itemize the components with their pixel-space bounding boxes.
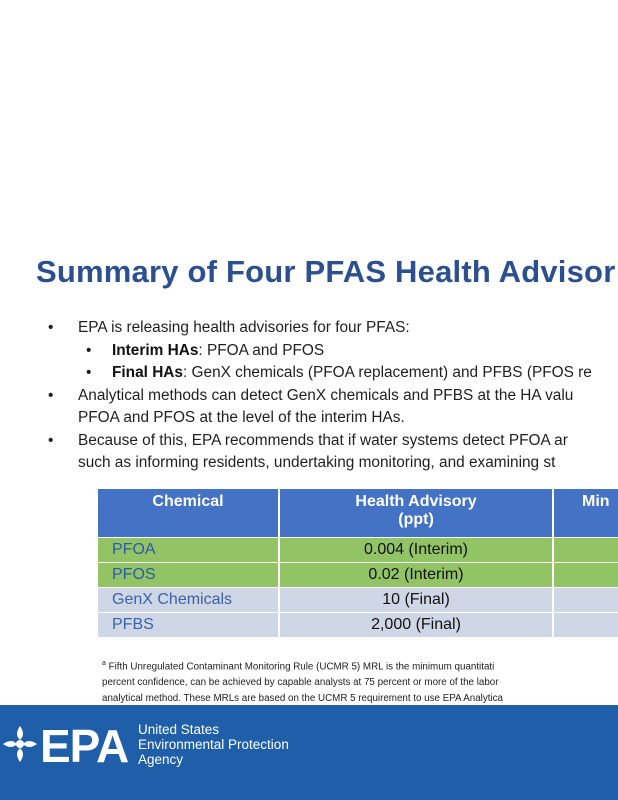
footnote-marker: a [102,660,106,667]
table-row: PFBS 2,000 (Final) [98,613,618,638]
bullet-list [48,317,618,475]
bullet-continuation: such as informing residents, undertaking monitoring, and examining st [78,454,556,471]
slide-title: Summary of Four PFAS Health Advisor [36,254,616,289]
header-min: Min [553,489,618,538]
table-header-row [98,489,618,538]
epa-footer-bar [0,705,618,800]
bullet-item: • Analytical methods can detect GenX chemicals and PFBS at the HA valu [48,385,618,408]
bullet-continuation: PFOA and PFOS at the level of the interim HAs. [78,409,405,426]
epa-flower-icon [0,722,40,766]
bullet-item: • EPA is releasing health advisories for four PFAS: [48,317,618,340]
footnote: $^a$ Fifth Unregulated Contaminant Monitoring Rule (UCMR 5) MRL is the minimum quantitati percent confidence, can be achieved by capable analysts at 75 percent or more of the labor analytical method. These MRLs are based on the UCMR 5 requirement to use EPA Analytica [102,660,503,705]
epa-logo-text: EPA [40,720,129,772]
bullet-dot: • [86,341,92,359]
header-health-advisory: Health Advisory (ppt) [279,489,553,538]
agency-name: United States Environmental Protection Agency [138,722,289,767]
bullet-dot: • [86,364,92,381]
header-chemical: Chemical [98,489,279,538]
bullet-dot: • [48,319,54,336]
table-row: GenX Chemicals 10 (Final) [98,588,618,613]
table-row: PFOS 0.02 (Interim) [98,563,618,588]
bullet-dot: • [48,386,54,404]
bullet-item: • Because of this, EPA recommends that if water systems detect PFOA ar [48,430,618,453]
bullet-dot: • [48,431,54,449]
sub-bullet-item: • Interim HAs: PFOA and PFOS [48,340,618,363]
sub-bullet-item: • Final HAs: GenX chemicals (PFOA replacement) and PFBS (PFOS re [48,362,618,385]
table-row: PFOA 0.004 (Interim) [98,538,618,563]
health-advisory-table [98,489,618,637]
